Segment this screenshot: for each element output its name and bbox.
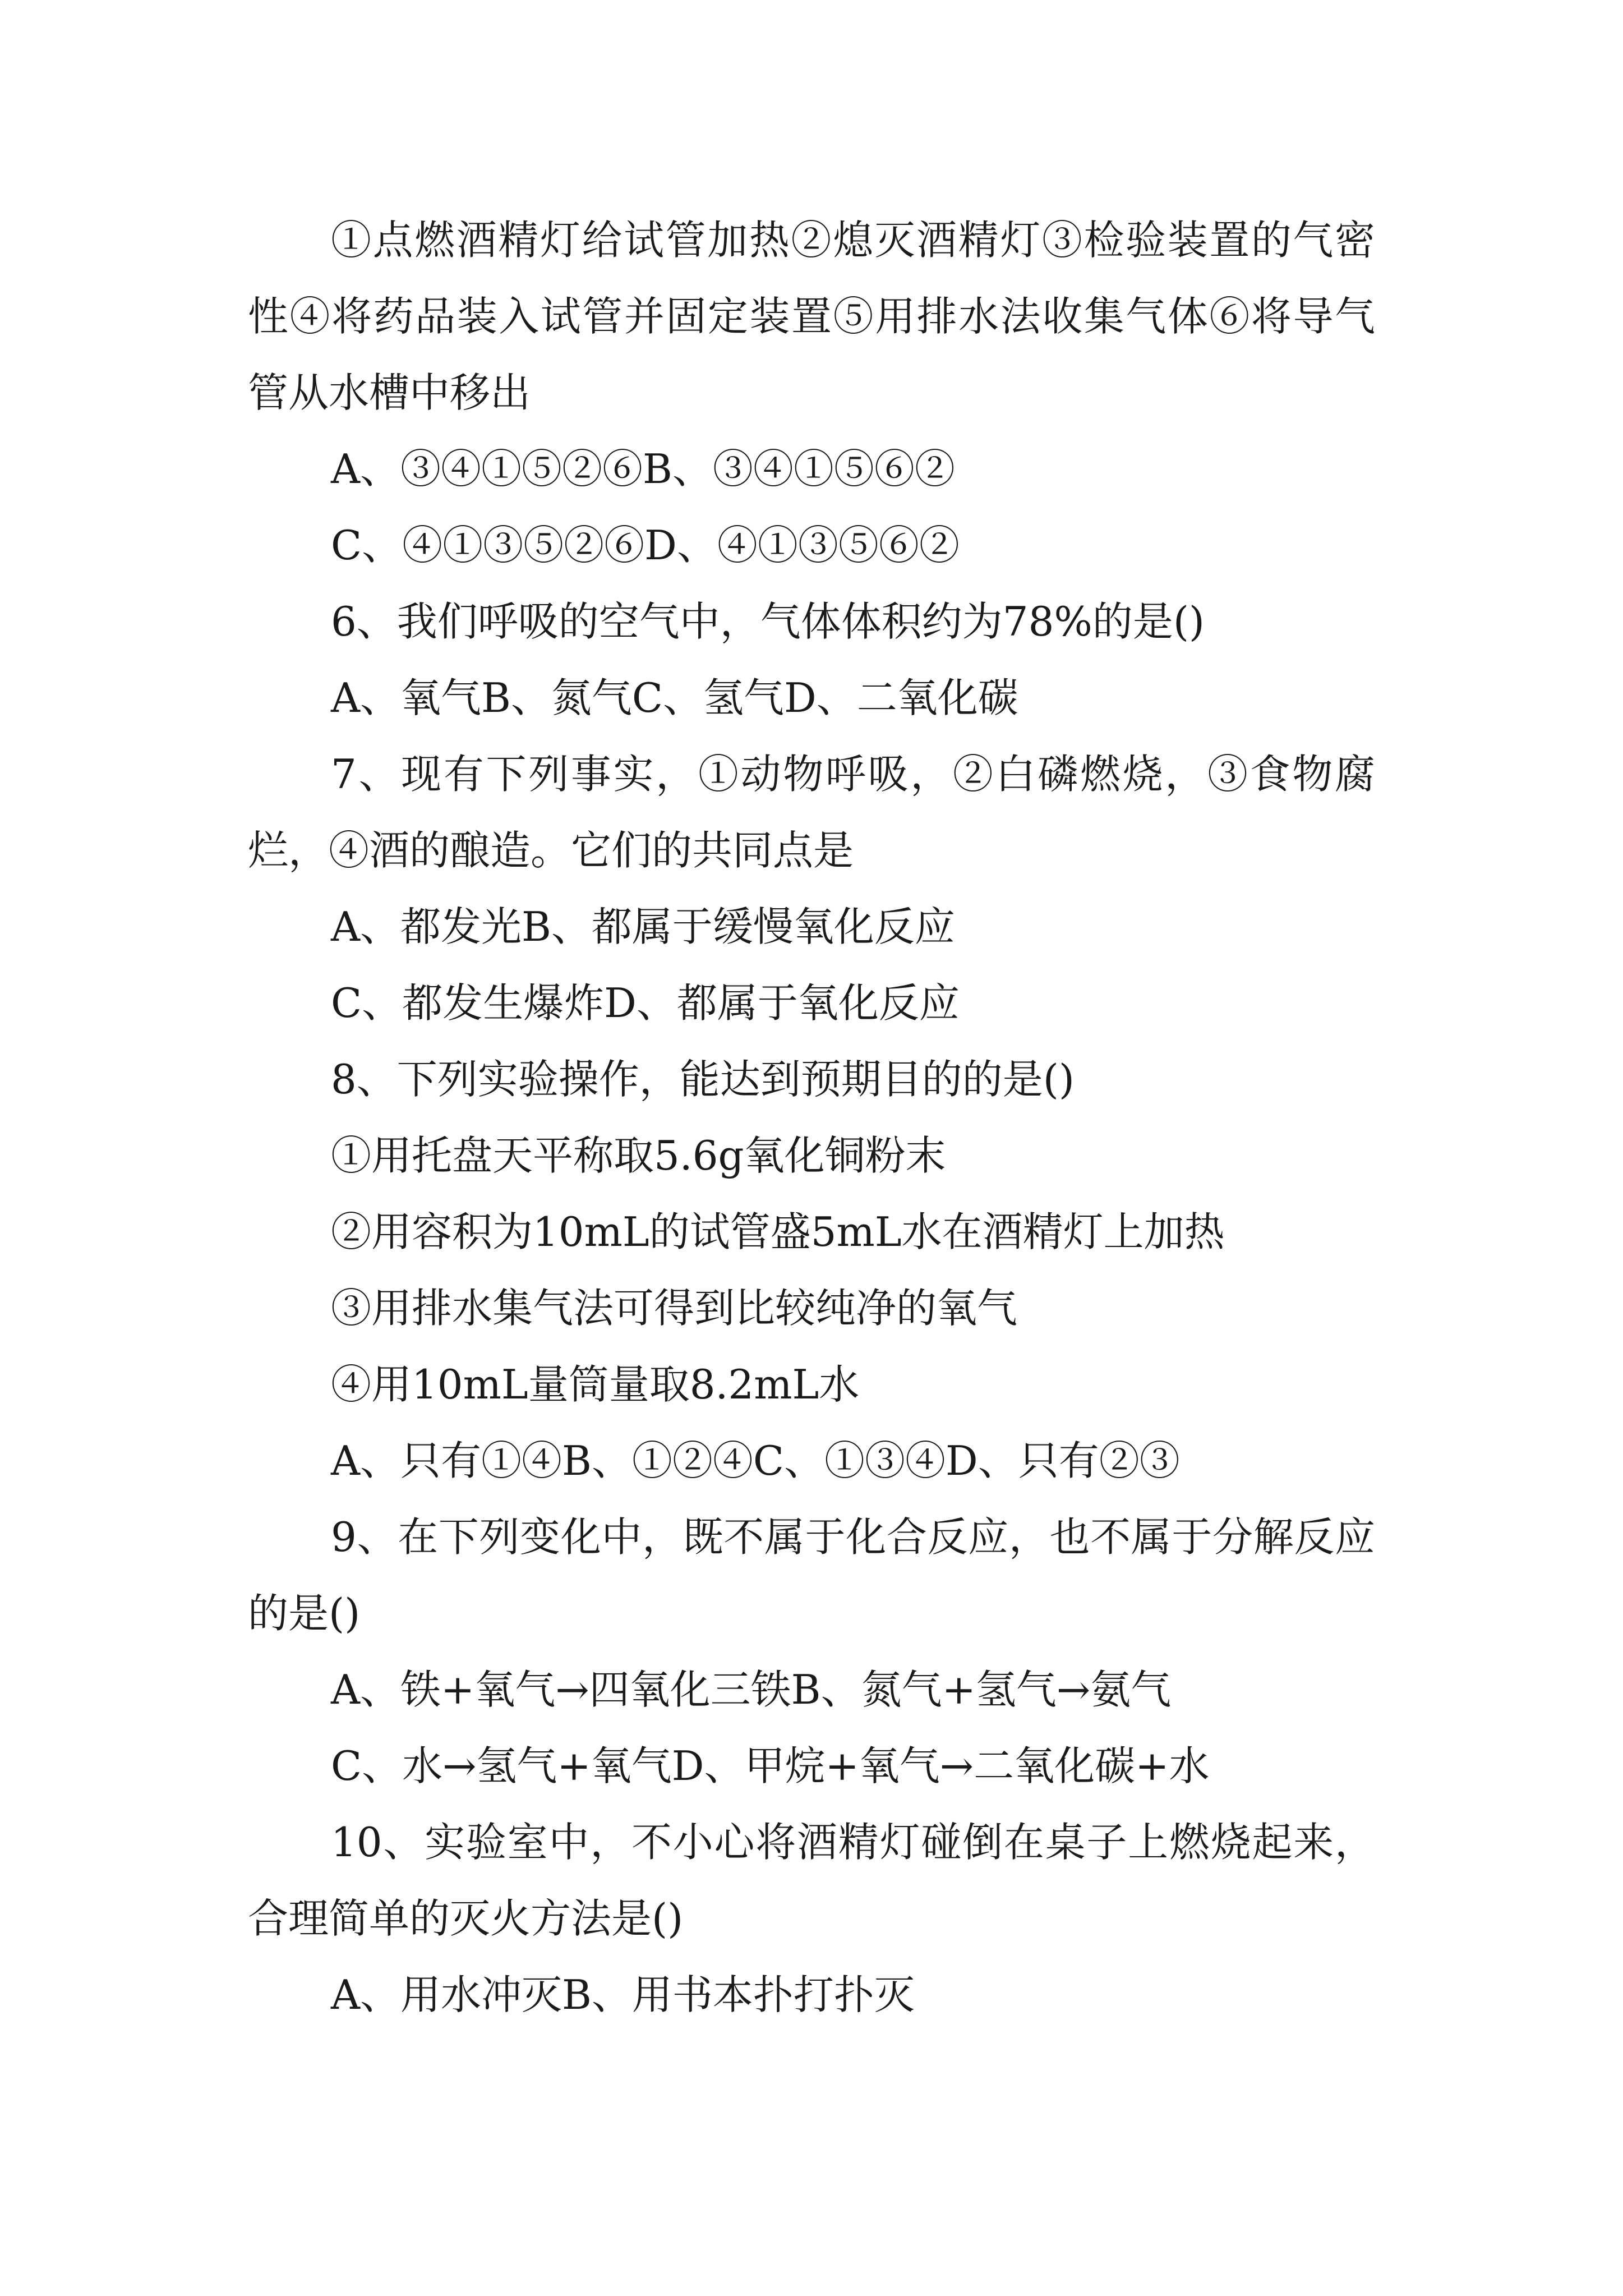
paragraph-lab-steps: ①点燃酒精灯给试管加热②熄灭酒精灯③检验装置的气密性④将药品装入试管并固定装置⑤用排水法收集气体⑥将导气管从水槽中移出	[248, 217, 1375, 416]
paragraph-q8-item-2: ②用容积为10mL的试管盛5mL水在酒精灯上加热	[331, 1208, 1225, 1255]
paragraph-q9-options-cd: C、水→氢气+氧气D、甲烷+氧气→二氧化碳+水	[331, 1742, 1210, 1789]
paragraph-q7-question: 7、现有下列事实，①动物呼吸，②白磷燃烧，③食物腐烂，④酒的酿造。它们的共同点是	[248, 751, 1375, 874]
paragraph-q9-options-ab: A、铁+氧气→四氧化三铁B、氮气+氢气→氨气	[331, 1666, 1172, 1713]
paragraph-q10-question: 10、实验室中，不小心将酒精灯碰倒在桌子上燃烧起来，合理简单的灭火方法是()	[248, 1819, 1375, 1942]
paragraph-q6-options: A、氧气B、氮气C、氢气D、二氧化碳	[331, 674, 1018, 721]
paragraph-q6-question: 6、我们呼吸的空气中，气体体积约为78%的是()	[331, 598, 1205, 645]
paragraph-q7-options-cd: C、都发生爆炸D、都属于氧化反应	[331, 979, 960, 1027]
paragraph-q8-item-4: ④用10mL量筒量取8.2mL水	[331, 1361, 860, 1408]
paragraph-q9-question: 9、在下列变化中，既不属于化合反应，也不属于分解反应的是()	[248, 1513, 1375, 1637]
document-body	[248, 202, 1375, 2033]
paragraph-q5-options-cd: C、④①③⑤②⑥D、④①③⑤⑥②	[331, 522, 960, 569]
paragraph-q10-options-ab: A、用水冲灭B、用书本扑打扑灭	[331, 1971, 915, 2018]
paragraph-q8-options: A、只有①④B、①②④C、①③④D、只有②③	[331, 1437, 1180, 1484]
paragraph-q8-item-3: ③用排水集气法可得到比较纯净的氧气	[331, 1285, 1018, 1332]
paragraph-q5-options-ab: A、③④①⑤②⑥B、③④①⑤⑥②	[331, 445, 955, 493]
paragraph-q8-question: 8、下列实验操作，能达到预期目的的是()	[331, 1056, 1075, 1103]
paragraph-q8-item-1: ①用托盘天平称取5.6g氧化铜粉末	[331, 1132, 946, 1179]
paragraph-q7-options-ab: A、都发光B、都属于缓慢氧化反应	[331, 903, 955, 950]
